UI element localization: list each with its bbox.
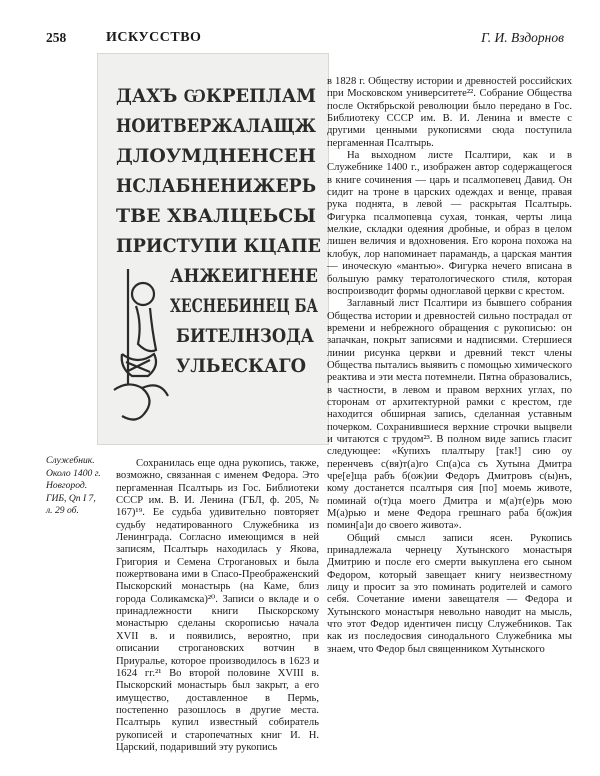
caption-line: ГИБ, Qп I 7, [46, 492, 96, 504]
manuscript-page-drawing [98, 54, 330, 446]
figure-caption [46, 455, 108, 518]
page-number: 258 [46, 30, 67, 45]
manuscript-line: НОИТВЕРЖАЛАЩЖ [116, 115, 317, 137]
running-author: Г. И. Вздорнов [481, 30, 564, 45]
paragraph: Общий смысл записи ясен. Рукопись принадлежала чернецу Хутынского монастыря Дмитрию и после его смерти выкуплена его сыном Федором, который завещает книгу неизвестному лицу и просит за это поминать родителей и самого себя. Сочетание имени завещателя — Федора и Хутынского монастыря невольно наводит на мысль, что этот Федор идентичен писцу Служебников. Так как из последосвия синодального Служебника мы знаем, что Федор был священником Хутынского [327, 532, 572, 655]
manuscript-line: НСЛАБНЕНИЖЕРЬ [116, 175, 316, 197]
caption-line: Служебник. [46, 455, 95, 466]
manuscript-line: ХЕСНЕБИНЕЦ БА [170, 295, 319, 317]
initial-letter-figure [114, 269, 168, 420]
right-text-column [327, 76, 572, 656]
manuscript-line: ДЛОУМДНЕНСЕН [116, 145, 317, 167]
paragraph: Сохранилась еще одна рукопись, также, возможно, связанная с именем Федора. Это пергаменная Псалтырь из Гос. Библиотеки СССР им. В. И. Ленина (ГБЛ, ф. 205, № 167)¹⁹. Ее судьба удивительно повторяет судьбу недатированного Служебника из Ленинграда. Согласно имеющимся в ней записям, Псалтырь находилась у Якова, Григория и Семена Строгановых и была пожертвована ими в Спасо-Преображенский Пыскорский монастырь (на Каме, близ города Соликамска)²⁰. Записи о вкладе и о принадлежности книги Пыскорскому монастырю сделаны скорописью начала XVII в. и появились, вероятно, при описании строгановских вотчин в Приуралье, которое производилось в 1623 и 1624 гг.²¹ Во второй половине XVIII в. Пыскорский монастырь был закрыт, а его имущество, доставленное в Пермь, постепенно разошлось в другие места. Псалтырь купил известный собиратель рукописей и старопечатных книг И. Н. Царский, подаривший эту рукопись [116, 458, 319, 753]
paragraph: в 1828 г. Обществу истории и древностей российских при Московском университете²². Собрание Общества после Октябрьской революции было передано в Гос. Библиотеку СССР им. В. И. Ленина и вместе с другими ценными рукописями сюда поступила пергаменная Псалтырь. [327, 76, 572, 149]
paragraph: Заглавный лист Псалтири из бывшего собрания Общества истории и древностей сильно пострадал от времени и небрежного обращения с рукописью: он запачкан, покрыт записями и надписями. Стершиеся линии рисунка церкви и древний текст члены Общества пытались выявить с помощью химического реактива и эти места потемнели. Пятна образовались, в частности, в левом и правом верхних углах, по сторонам от архитектурной рамки с крестом, где находится обширная запись, сделанная уставным почерком. Сохранившиеся верхние строчки выцвели и читаются с трудом²³. В полном виде запись гласит следующее: «Купихъ плалтыру [так!] сию оу перенчевъ с(вя)т(а)го Сп(а)са съ Хутына Дмитра чре[е]ща рабъ б(ож)ии Федоръ Дмитровъ с(ы)нъ, кому достанется псалтыря сия [по] моемь животе, поминай о(т)ца моего Дмитра и м(а)т(е)рь мою М(а)рью и мене Федора грешнаго раба б(ож)ия помин[а]и до своего живота». [327, 298, 572, 532]
manuscript-line: УЛЬЕСКАГО [176, 355, 306, 377]
caption-line: Новгород. [46, 480, 88, 492]
manuscript-line: БИТЕЛНЗОДА [176, 325, 315, 347]
manuscript-illustration [97, 53, 329, 445]
manuscript-line: ТВЕ ХВАЛЦЕЬСЫ [116, 205, 316, 227]
caption-line: Около 1400 г. [46, 467, 101, 479]
left-text-column [116, 458, 319, 754]
manuscript-line: ПРИСТУПИ КЦАПЕ [116, 235, 321, 257]
page-header [0, 30, 600, 50]
caption-line: л. 29 об. [46, 505, 79, 517]
manuscript-line: ДАХЪ ѠКРЕПЛАМ [116, 85, 316, 107]
manuscript-line: АНЖЕИГНЕНЕ [170, 265, 318, 287]
running-title: ИСКУССТВО [106, 30, 202, 45]
paragraph: На выходном листе Псалтири, как и в Служебнике 1400 г., изображен автор содержащегося в книге сочинения — царь и псалмопевец Давид. Он сидит на троне в царских одеждах и венце, правая рука поднята, в левой — раскрытая Псалтырь. Фигурка псалмопевца сухая, тонкая, черты лица мелкие, складки одеяния дробные, и образ в целом лишен величия и вдохновения. Его корона похожа на клобук, лор напоминает парамандь, а царская мантия — иноческую «мантью». Фигурка нечего вписана в большую рамку тератологического стиля, которая воспроизводит формы одноглавой церкви с крестом. [327, 150, 572, 297]
